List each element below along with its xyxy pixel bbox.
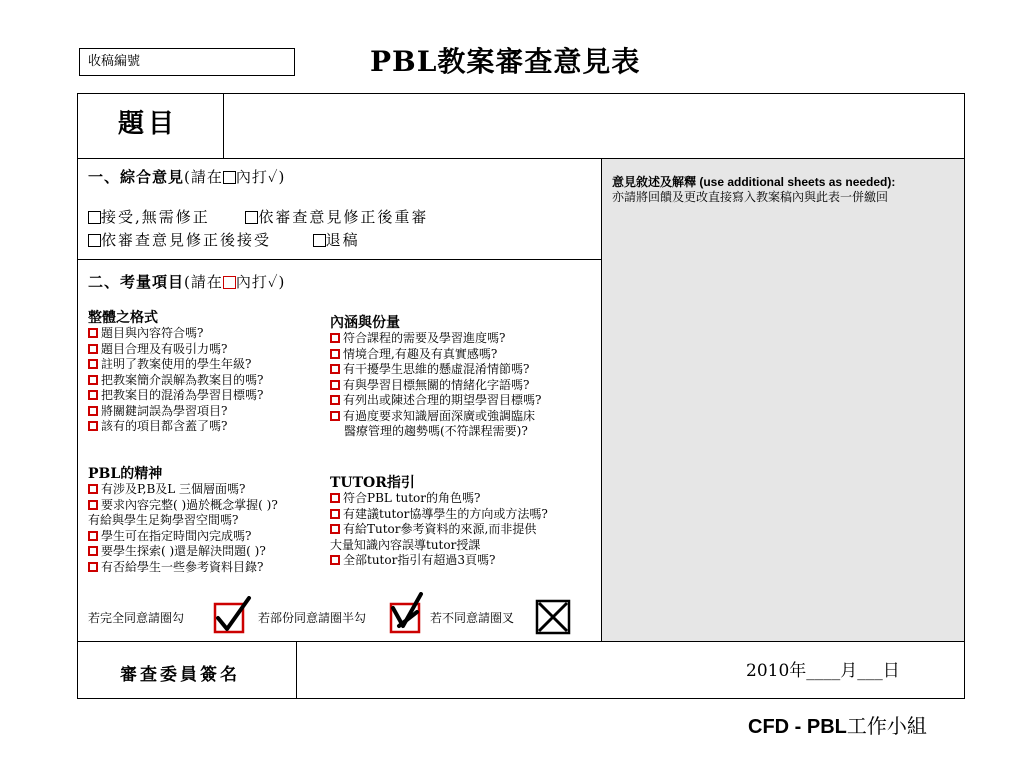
red-checkbox-icon[interactable] (330, 364, 340, 374)
signature-field[interactable] (299, 644, 739, 696)
list-item[interactable] (330, 393, 541, 409)
list-item[interactable] (88, 419, 263, 435)
spirit-title: PBL的精神 (88, 466, 163, 482)
item-label: 題目合理及有吸引力嗎? (101, 341, 228, 356)
divider-line (77, 641, 965, 642)
checkbox-icon[interactable] (313, 234, 326, 247)
organization-code: CFD - PBL (748, 716, 847, 738)
red-checkbox-icon[interactable] (88, 531, 98, 541)
list-item[interactable] (88, 544, 278, 560)
criteria-heading-close: 內打✓) (235, 273, 286, 291)
list-item[interactable] (330, 331, 541, 347)
list-item[interactable] (88, 373, 263, 389)
list-item[interactable] (88, 404, 263, 420)
red-checkbox-icon[interactable] (88, 406, 98, 416)
item-label: 符合PBL tutor的角色嗎? (343, 491, 481, 505)
item-label: 將關鍵詞誤為學習項目? (101, 403, 228, 418)
item-label: 註明了教案使用的學生年級? (101, 357, 252, 371)
red-checkbox-icon[interactable] (88, 546, 98, 556)
list-item[interactable] (88, 326, 263, 342)
item-label: 有干擾學生思維的懸虛混淆情節嗎? (343, 362, 530, 376)
item-label: 該有的項目都含蓋了嗎? (101, 419, 228, 433)
list-item[interactable] (88, 482, 278, 498)
overall-heading (88, 166, 285, 187)
option-revise-accept[interactable] (88, 231, 271, 249)
full-agree-label: 若完全同意請圈勾 (88, 611, 185, 625)
list-item[interactable] (330, 409, 541, 425)
red-checkbox-icon[interactable] (88, 390, 98, 400)
item-continuation: 醫療管理的趨勢嗎(不符課程需要)? (344, 424, 528, 438)
red-checkbox-icon[interactable] (88, 359, 98, 369)
item-label: 學生可在指定時間內完成嗎? (101, 528, 252, 543)
topic-input[interactable] (226, 96, 962, 156)
red-checkbox-icon[interactable] (88, 562, 98, 572)
option-accept[interactable] (88, 208, 210, 226)
red-checkbox-icon[interactable] (330, 555, 340, 565)
list-item[interactable] (88, 357, 263, 373)
item-label: 把教案簡介誤解為教案目的嗎? (101, 372, 264, 387)
list-item[interactable] (88, 342, 263, 358)
receipt-number-field[interactable] (79, 48, 295, 76)
organization-name: 工作小組 (846, 716, 927, 738)
divider-line (223, 93, 224, 158)
option-reject[interactable] (313, 231, 360, 249)
overall-heading-open: (請在 (184, 168, 223, 186)
disagree-label: 若不同意請圈叉 (430, 611, 515, 625)
item-label: 有涉及P,B及L 三個層面嗎? (101, 482, 246, 496)
option-revise-rereview-label: 依審查意見修正後重審 (258, 208, 429, 226)
item-continuation: 有給與學生足夠學習空間嗎? (88, 513, 239, 527)
reviewer-signature-label: 審查委員簽名 (120, 665, 240, 685)
divider-line (77, 158, 965, 159)
item-label: 情境合理,有趣及有真實感嗎? (343, 346, 498, 361)
list-item[interactable] (88, 529, 278, 545)
item-label: 題目與內容符合嗎? (101, 326, 204, 340)
checkbox-icon[interactable] (245, 211, 258, 224)
divider-line (77, 259, 601, 260)
content-title: 內涵與份量 (330, 315, 400, 331)
item-label: 符合課程的需要及學習進度嗎? (343, 331, 506, 345)
list-item[interactable] (330, 347, 541, 363)
red-checkbox-icon[interactable] (88, 375, 98, 385)
comment-title: 意見敘述及解釋 (use additional sheets as needed): (612, 175, 896, 189)
partial-agree-label: 若部份同意請圈半勾 (258, 611, 367, 625)
divider-line (601, 158, 602, 641)
divider-line (296, 641, 297, 699)
item-label: 把教案目的混淆為學習目標嗎? (101, 388, 264, 402)
red-checkbox-icon[interactable] (330, 509, 340, 519)
item-label: 要學生探索( )還是解決問題( )? (101, 544, 266, 558)
format-list (88, 326, 263, 435)
list-item[interactable] (88, 498, 278, 514)
list-item[interactable] (330, 522, 548, 538)
item-label: 有過度要求知識層面深廣或強調臨床 (343, 408, 536, 423)
criteria-heading-title: 二、考量項目 (88, 273, 185, 291)
item-label: 全部tutor指引有超過3頁嗎? (343, 553, 496, 567)
red-checkbox-icon[interactable] (330, 493, 340, 503)
topic-label: 題目 (118, 109, 179, 139)
list-item[interactable] (330, 378, 541, 394)
overall-heading-close: 內打✓) (235, 168, 286, 186)
tutor-list (330, 491, 548, 569)
comment-description: 亦請將回饋及更改直接寫入教案稿內與此表一併繳回 (612, 190, 889, 204)
content-list (330, 331, 541, 440)
spirit-list (88, 482, 278, 575)
red-checkbox-icon[interactable] (88, 500, 98, 510)
red-checkbox-icon[interactable] (88, 484, 98, 494)
signature-date[interactable]: 2010年____月___日 (746, 661, 900, 681)
criteria-heading (88, 271, 285, 292)
checkbox-icon (223, 171, 236, 184)
format-title: 整體之格式 (88, 310, 158, 326)
organization-footer (748, 710, 927, 739)
option-reject-label: 退稿 (325, 231, 360, 249)
overall-heading-title: 一、綜合意見 (88, 168, 185, 186)
checkbox-icon[interactable] (88, 211, 101, 224)
option-revise-accept-label: 依審查意見修正後接受 (101, 231, 272, 249)
red-checkbox-icon[interactable] (330, 349, 340, 359)
red-checkbox-icon[interactable] (330, 411, 340, 421)
form-title: PBL教案審查意見表 (370, 45, 641, 78)
overall-options-row1 (88, 206, 428, 227)
list-item[interactable] (330, 553, 548, 569)
criteria-heading-open: (請在 (184, 273, 223, 291)
item-label: 有列出或陳述合理的期望學習目標嗎? (343, 393, 542, 407)
item-label: 要求內容完整( )過於概念掌握( )? (101, 497, 278, 512)
red-checkbox-icon[interactable] (330, 380, 340, 390)
cross-icon[interactable] (535, 599, 571, 635)
red-checkbox-icon[interactable] (330, 395, 340, 405)
item-label: 有與學習目標無關的情緒化字語嗎? (343, 377, 530, 392)
item-label: 有否給學生一些參考資料目錄? (101, 559, 264, 574)
red-checkbox-icon[interactable] (330, 333, 340, 343)
list-item[interactable] (330, 507, 548, 523)
option-accept-label: 接受,無需修正 (101, 208, 210, 226)
overall-options-row2 (88, 229, 360, 250)
option-revise-rereview[interactable] (245, 208, 428, 226)
half-check-icon[interactable] (389, 592, 429, 636)
red-checkbox-icon[interactable] (88, 328, 98, 338)
list-item[interactable] (88, 388, 263, 404)
item-continuation: 大量知識內容誤導tutor授課 (330, 537, 481, 552)
red-checkbox-icon[interactable] (88, 344, 98, 354)
list-item[interactable] (330, 491, 548, 507)
red-checkbox-icon (223, 276, 236, 289)
red-checkbox-icon[interactable] (88, 421, 98, 431)
receipt-number-label: 收稿編號 (88, 54, 141, 69)
list-item[interactable] (88, 560, 278, 576)
checkbox-icon[interactable] (88, 234, 101, 247)
red-checkbox-icon[interactable] (330, 524, 340, 534)
tutor-title: TUTOR指引 (330, 475, 415, 491)
comment-panel[interactable] (601, 159, 964, 641)
full-check-icon[interactable] (213, 596, 253, 636)
item-label: 有給Tutor參考資料的來源,而非提供 (343, 522, 537, 536)
list-item[interactable] (330, 362, 541, 378)
item-label: 有建議tutor協導學生的方向或方法嗎? (343, 506, 548, 521)
